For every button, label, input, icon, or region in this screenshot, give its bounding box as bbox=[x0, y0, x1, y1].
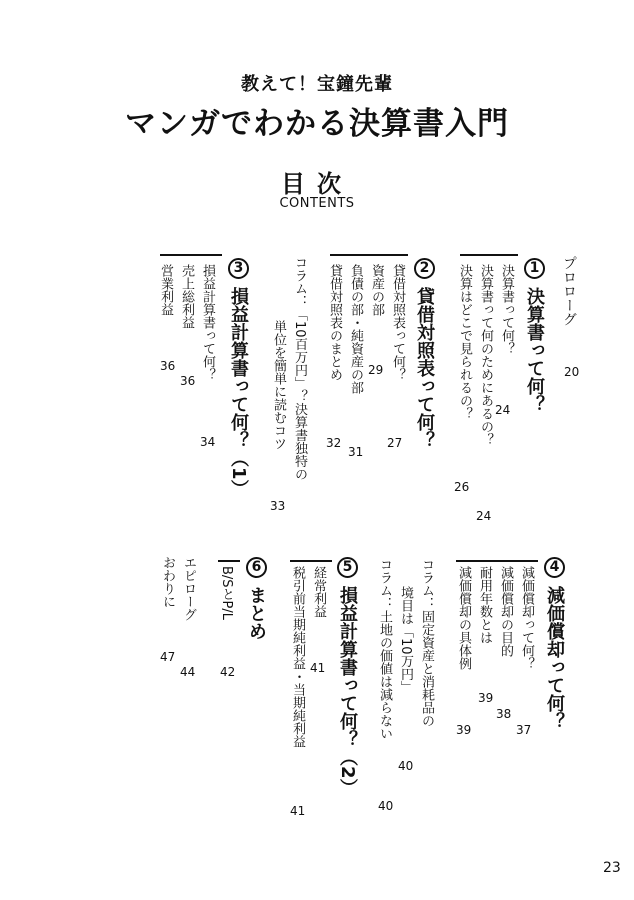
chapter2-item-2[interactable]: 資産の部 bbox=[369, 264, 384, 316]
chapter5-number-badge: 5 bbox=[337, 557, 358, 578]
chapter4-number-badge: 4 bbox=[544, 557, 565, 578]
chapter4-item-3-page: 39 bbox=[478, 691, 494, 705]
chapter2-item-4[interactable]: 貸借対照表のまとめ bbox=[327, 264, 342, 381]
chapter4-item-4[interactable]: 減価償却の具体例 bbox=[456, 566, 471, 670]
chapter6-item-1[interactable]: B/SとP/L bbox=[219, 566, 234, 621]
toc-closing-page: 47 bbox=[160, 650, 176, 664]
toc-title: 目次 bbox=[281, 170, 353, 198]
chapter1-title[interactable]: 決算書って何？ bbox=[524, 287, 545, 413]
chapter1-item-3-page: 26 bbox=[454, 480, 470, 494]
chapter3-item-1[interactable]: 損益計算書って何？ bbox=[200, 264, 215, 381]
chapter1-item-2[interactable]: 決算書って何のためにあるの？ bbox=[478, 264, 493, 446]
column1-page: 33 bbox=[270, 499, 286, 513]
book-title: マンガでわかる決算書入門 bbox=[125, 106, 509, 142]
toc-subtitle: CONTENTS bbox=[279, 196, 355, 211]
chapter5-divider bbox=[290, 560, 332, 562]
chapter2-item-3-page: 31 bbox=[348, 445, 364, 459]
column1-title-line2[interactable]: 単位を簡単に読むコツ bbox=[271, 320, 286, 450]
chapter2-item-1[interactable]: 貸借対照表って何？ bbox=[390, 264, 405, 381]
column3-page: 40 bbox=[378, 799, 394, 813]
chapter4-item-2-page: 38 bbox=[496, 707, 512, 721]
chapter6-number-badge: 6 bbox=[246, 557, 267, 578]
page-number: 23 bbox=[603, 860, 621, 876]
column2-title-line1[interactable]: コラム：固定資産と消耗品の bbox=[419, 558, 434, 727]
chapter6-item-1-page: 42 bbox=[220, 665, 236, 679]
chapter3-item-1-page: 34 bbox=[200, 435, 216, 449]
chapter4-title[interactable]: 減価償却って何？ bbox=[544, 586, 565, 730]
chapter1-item-3[interactable]: 決算はどこで見られるの？ bbox=[457, 264, 472, 420]
chapter4-item-2[interactable]: 減価償却の目的 bbox=[498, 566, 513, 657]
chapter3-item-2[interactable]: 売上総利益 bbox=[179, 264, 194, 329]
chapter2-item-2-page: 29 bbox=[368, 363, 384, 377]
chapter5-item-1[interactable]: 経常利益 bbox=[311, 566, 326, 618]
chapter1-number-badge: 1 bbox=[524, 258, 545, 279]
chapter3-number-badge: 3 bbox=[228, 258, 249, 279]
chapter5-item-2[interactable]: 税引前当期純利益・当期純利益 bbox=[290, 566, 305, 748]
toc-epilogue-page: 44 bbox=[180, 665, 196, 679]
chapter3-item-3-page: 36 bbox=[160, 359, 176, 373]
toc-prologue-page: 20 bbox=[564, 365, 580, 379]
chapter2-item-4-page: 32 bbox=[326, 436, 342, 450]
book-subtitle: 教えて！宝鐘先輩 bbox=[241, 74, 393, 95]
chapter4-item-3[interactable]: 耐用年数とは bbox=[477, 566, 492, 644]
chapter5-title[interactable]: 損益計算書って何？（2） bbox=[337, 586, 358, 797]
chapter4-item-4-page: 39 bbox=[456, 723, 472, 737]
chapter3-item-3[interactable]: 営業利益 bbox=[158, 264, 173, 316]
column2-title-line2[interactable]: 境目は「10万円」 bbox=[398, 586, 413, 694]
chapter1-item-2-page: 24 bbox=[476, 509, 492, 523]
chapter4-item-1-page: 37 bbox=[516, 723, 532, 737]
column2-page: 40 bbox=[398, 759, 414, 773]
chapter4-divider bbox=[456, 560, 538, 562]
chapter4-item-1[interactable]: 減価償却って何？ bbox=[519, 566, 534, 670]
column3-title[interactable]: コラム：土地の価値は減らない bbox=[377, 558, 392, 740]
toc-closing-label[interactable]: おわりに bbox=[160, 556, 175, 608]
toc-epilogue-label[interactable]: エピローグ bbox=[181, 556, 196, 621]
chapter2-item-1-page: 27 bbox=[387, 436, 403, 450]
chapter1-divider bbox=[460, 254, 518, 256]
chapter3-divider bbox=[160, 254, 222, 256]
chapter2-title[interactable]: 貸借対照表って何？ bbox=[414, 287, 435, 449]
chapter2-divider bbox=[330, 254, 408, 256]
chapter1-item-1-page: 24 bbox=[495, 403, 511, 417]
chapter6-title[interactable]: まとめ bbox=[246, 586, 267, 640]
chapter1-item-1[interactable]: 決算書って何？ bbox=[499, 264, 514, 355]
column1-title-line1[interactable]: コラム：「10百万円」？決算書独特の bbox=[292, 256, 307, 481]
chapter2-number-badge: 2 bbox=[414, 258, 435, 279]
chapter5-item-1-page: 41 bbox=[310, 661, 326, 675]
chapter3-item-2-page: 36 bbox=[180, 374, 196, 388]
chapter2-item-3[interactable]: 負債の部・純資産の部 bbox=[348, 264, 363, 394]
chapter5-item-2-page: 41 bbox=[290, 804, 306, 818]
chapter6-divider bbox=[218, 560, 240, 562]
toc-prologue-label[interactable]: プロローグ bbox=[561, 256, 577, 326]
chapter3-title[interactable]: 損益計算書って何？（1） bbox=[228, 287, 249, 498]
